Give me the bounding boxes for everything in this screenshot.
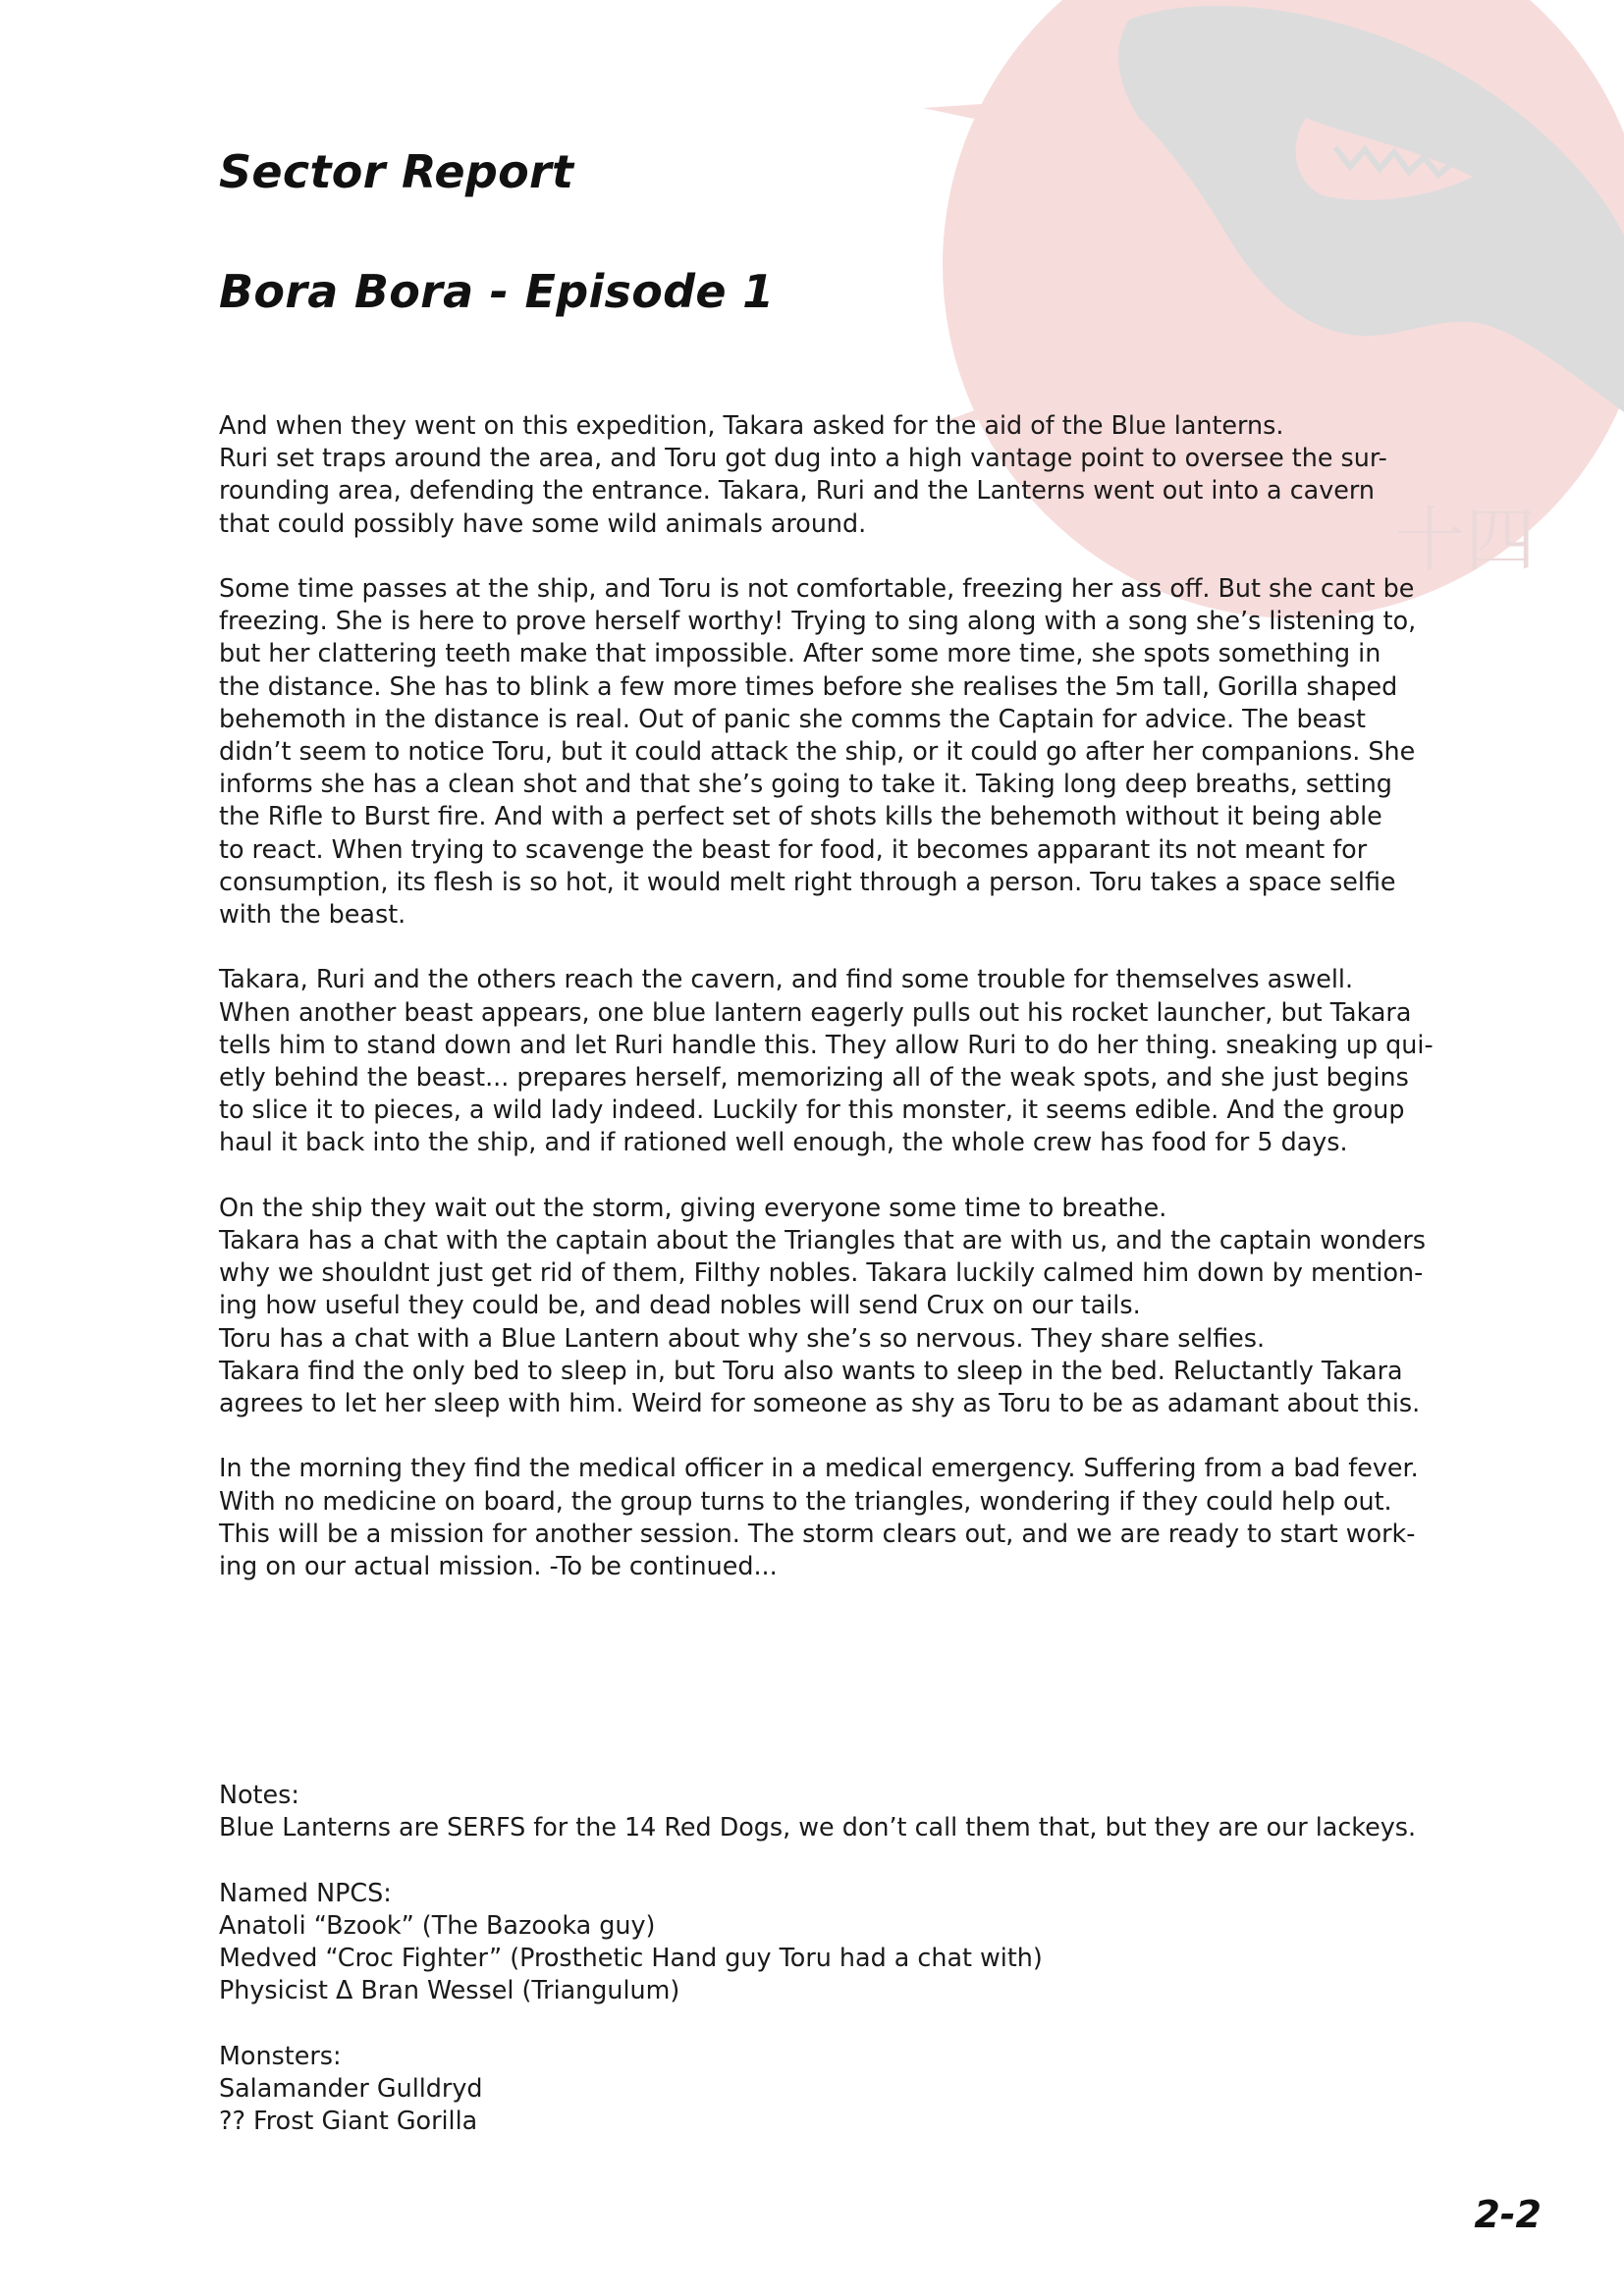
text-line: Toru has a chat with a Blue Lantern about why she’s so nervous. They share selfies. [219, 1322, 1266, 1353]
document-title: Sector Report [219, 145, 574, 198]
text-line: This will be a mission for another session. The storm clears out, and we are ready to start work- [219, 1518, 1416, 1548]
monsters-heading: Monsters: [219, 2040, 342, 2070]
text-line: Takara, Ruri and the others reach the cavern, and find some trouble for themselves aswell. [219, 964, 1354, 994]
text-line: informs she has a clean shot and that she’s going to take it. Taking long deep breaths, setting [219, 769, 1392, 799]
paragraph-1 [219, 409, 1407, 540]
text-line: Takara find the only bed to sleep in, but Toru also wants to sleep in the bed. Reluctantly Takara [219, 1355, 1403, 1385]
text-line: didn’t seem to notice Toru, but it could attack the ship, or it could go after her companions. She [219, 736, 1416, 767]
report-body [219, 409, 1434, 1615]
npcs-heading: Named NPCS: [219, 1877, 392, 1907]
monster-item: ?? Frost Giant Gorilla [219, 2106, 478, 2135]
paragraph-3 [219, 963, 1434, 1158]
text-line: with the beast. [219, 899, 406, 930]
monsters-block [219, 2040, 1495, 2138]
monster-item: Salamander Gulldryd [219, 2072, 483, 2103]
paragraph-4 [219, 1192, 1427, 1419]
text-line: On the ship they wait out the storm, giving everyone some time to breathe. [219, 1192, 1167, 1222]
text-line: to react. When trying to scavenge the beast for food, it becomes apparant its not meant for [219, 833, 1368, 864]
dog-head-silhouette [1118, 6, 1624, 412]
text-line: agrees to let her sleep with him. Weird for someone as shy as Toru to be as adamant about this. [219, 1388, 1421, 1418]
text-line: With no medicine on board, the group turns to the triangles, wondering if they could help out. [219, 1485, 1392, 1516]
text-line: the distance. She has to blink a few more times before she realises the 5m tall, Gorilla shaped [219, 670, 1398, 701]
dog-teeth-shape [1335, 147, 1453, 175]
notes-heading: Notes: [219, 1780, 299, 1809]
paragraph-2 [219, 572, 1417, 931]
text-line: In the morning they find the medical officer in a medical emergency. Suffering from a bad fever. [219, 1453, 1419, 1483]
text-line: haul it back into the ship, and if rationed well enough, the whole crew has food for 5 days. [219, 1127, 1348, 1157]
watermark-kanji: 十四 [1394, 499, 1537, 581]
text-line: freezing. She is here to prove herself worthy! Trying to sing along with a song she’s listening to, [219, 606, 1417, 636]
text-line: rounding area, defending the entrance. Takara, Ruri and the Lanterns went out into a cavern [219, 475, 1375, 506]
npc-item: Medved “Croc Fighter” (Prosthetic Hand guy Toru had a chat with) [219, 1943, 1043, 1972]
text-line: but her clattering teeth make that impossible. After some more time, she spots something in [219, 638, 1381, 668]
page-number: 2-2 [1474, 2193, 1542, 2236]
text-line: to slice it to pieces, a wild lady indeed. Luckily for this monster, it seems edible. And the group [219, 1095, 1405, 1125]
text-line: And when they went on this expedition, Takara asked for the aid of the Blue lanterns. [219, 410, 1284, 440]
paragraph-5 [219, 1452, 1419, 1582]
text-line: ing on our actual mission. -To be continued... [219, 1551, 778, 1581]
text-line: Takara has a chat with the captain about the Triangles that are with us, and the captain wonders [219, 1225, 1427, 1255]
dog-mouth-shape [1296, 118, 1473, 200]
notes-section [219, 1779, 1495, 2169]
sun-ray-left [923, 93, 1139, 147]
npc-item: Anatoli “Bzook” (The Bazooka guy) [219, 1909, 656, 1940]
notes-text: Blue Lanterns are SERFS for the 14 Red Dogs, we don’t call them that, but they are our lackeys. [219, 1812, 1417, 1842]
text-line: Some time passes at the ship, and Toru is not comfortable, freezing her ass off. But she cant be [219, 573, 1415, 603]
text-line: etly behind the beast... prepares herself, memorizing all of the weak spots, and she just begins [219, 1062, 1409, 1093]
text-line: behemoth in the distance is real. Out of panic she comms the Captain for advice. The beast [219, 703, 1366, 733]
text-line: why we shouldnt just get rid of them, Filthy nobles. Takara luckily calmed him down by mention- [219, 1257, 1424, 1288]
text-line: the Rifle to Burst fire. And with a perfect set of shots kills the behemoth without it being able [219, 801, 1382, 831]
text-line: ing how useful they could be, and dead nobles will send Crux on our tails. [219, 1290, 1141, 1320]
text-line: tells him to stand down and let Ruri handle this. They allow Ruri to do her thing. sneaking up qui- [219, 1029, 1434, 1059]
text-line: consumption, its flesh is so hot, it would melt right through a person. Toru takes a space selfie [219, 866, 1396, 896]
text-line: When another beast appears, one blue lantern eagerly pulls out his rocket launcher, but Takara [219, 996, 1412, 1027]
notes-block [219, 1779, 1495, 1843]
npcs-block [219, 1877, 1495, 2007]
text-line: that could possibly have some wild animals around. [219, 507, 867, 538]
text-line: Ruri set traps around the area, and Toru got dug into a high vantage point to oversee the sur- [219, 443, 1387, 473]
npc-item: Physicist Δ Bran Wessel (Triangulum) [219, 1975, 680, 2005]
document-subtitle: Bora Bora - Episode 1 [219, 265, 775, 318]
